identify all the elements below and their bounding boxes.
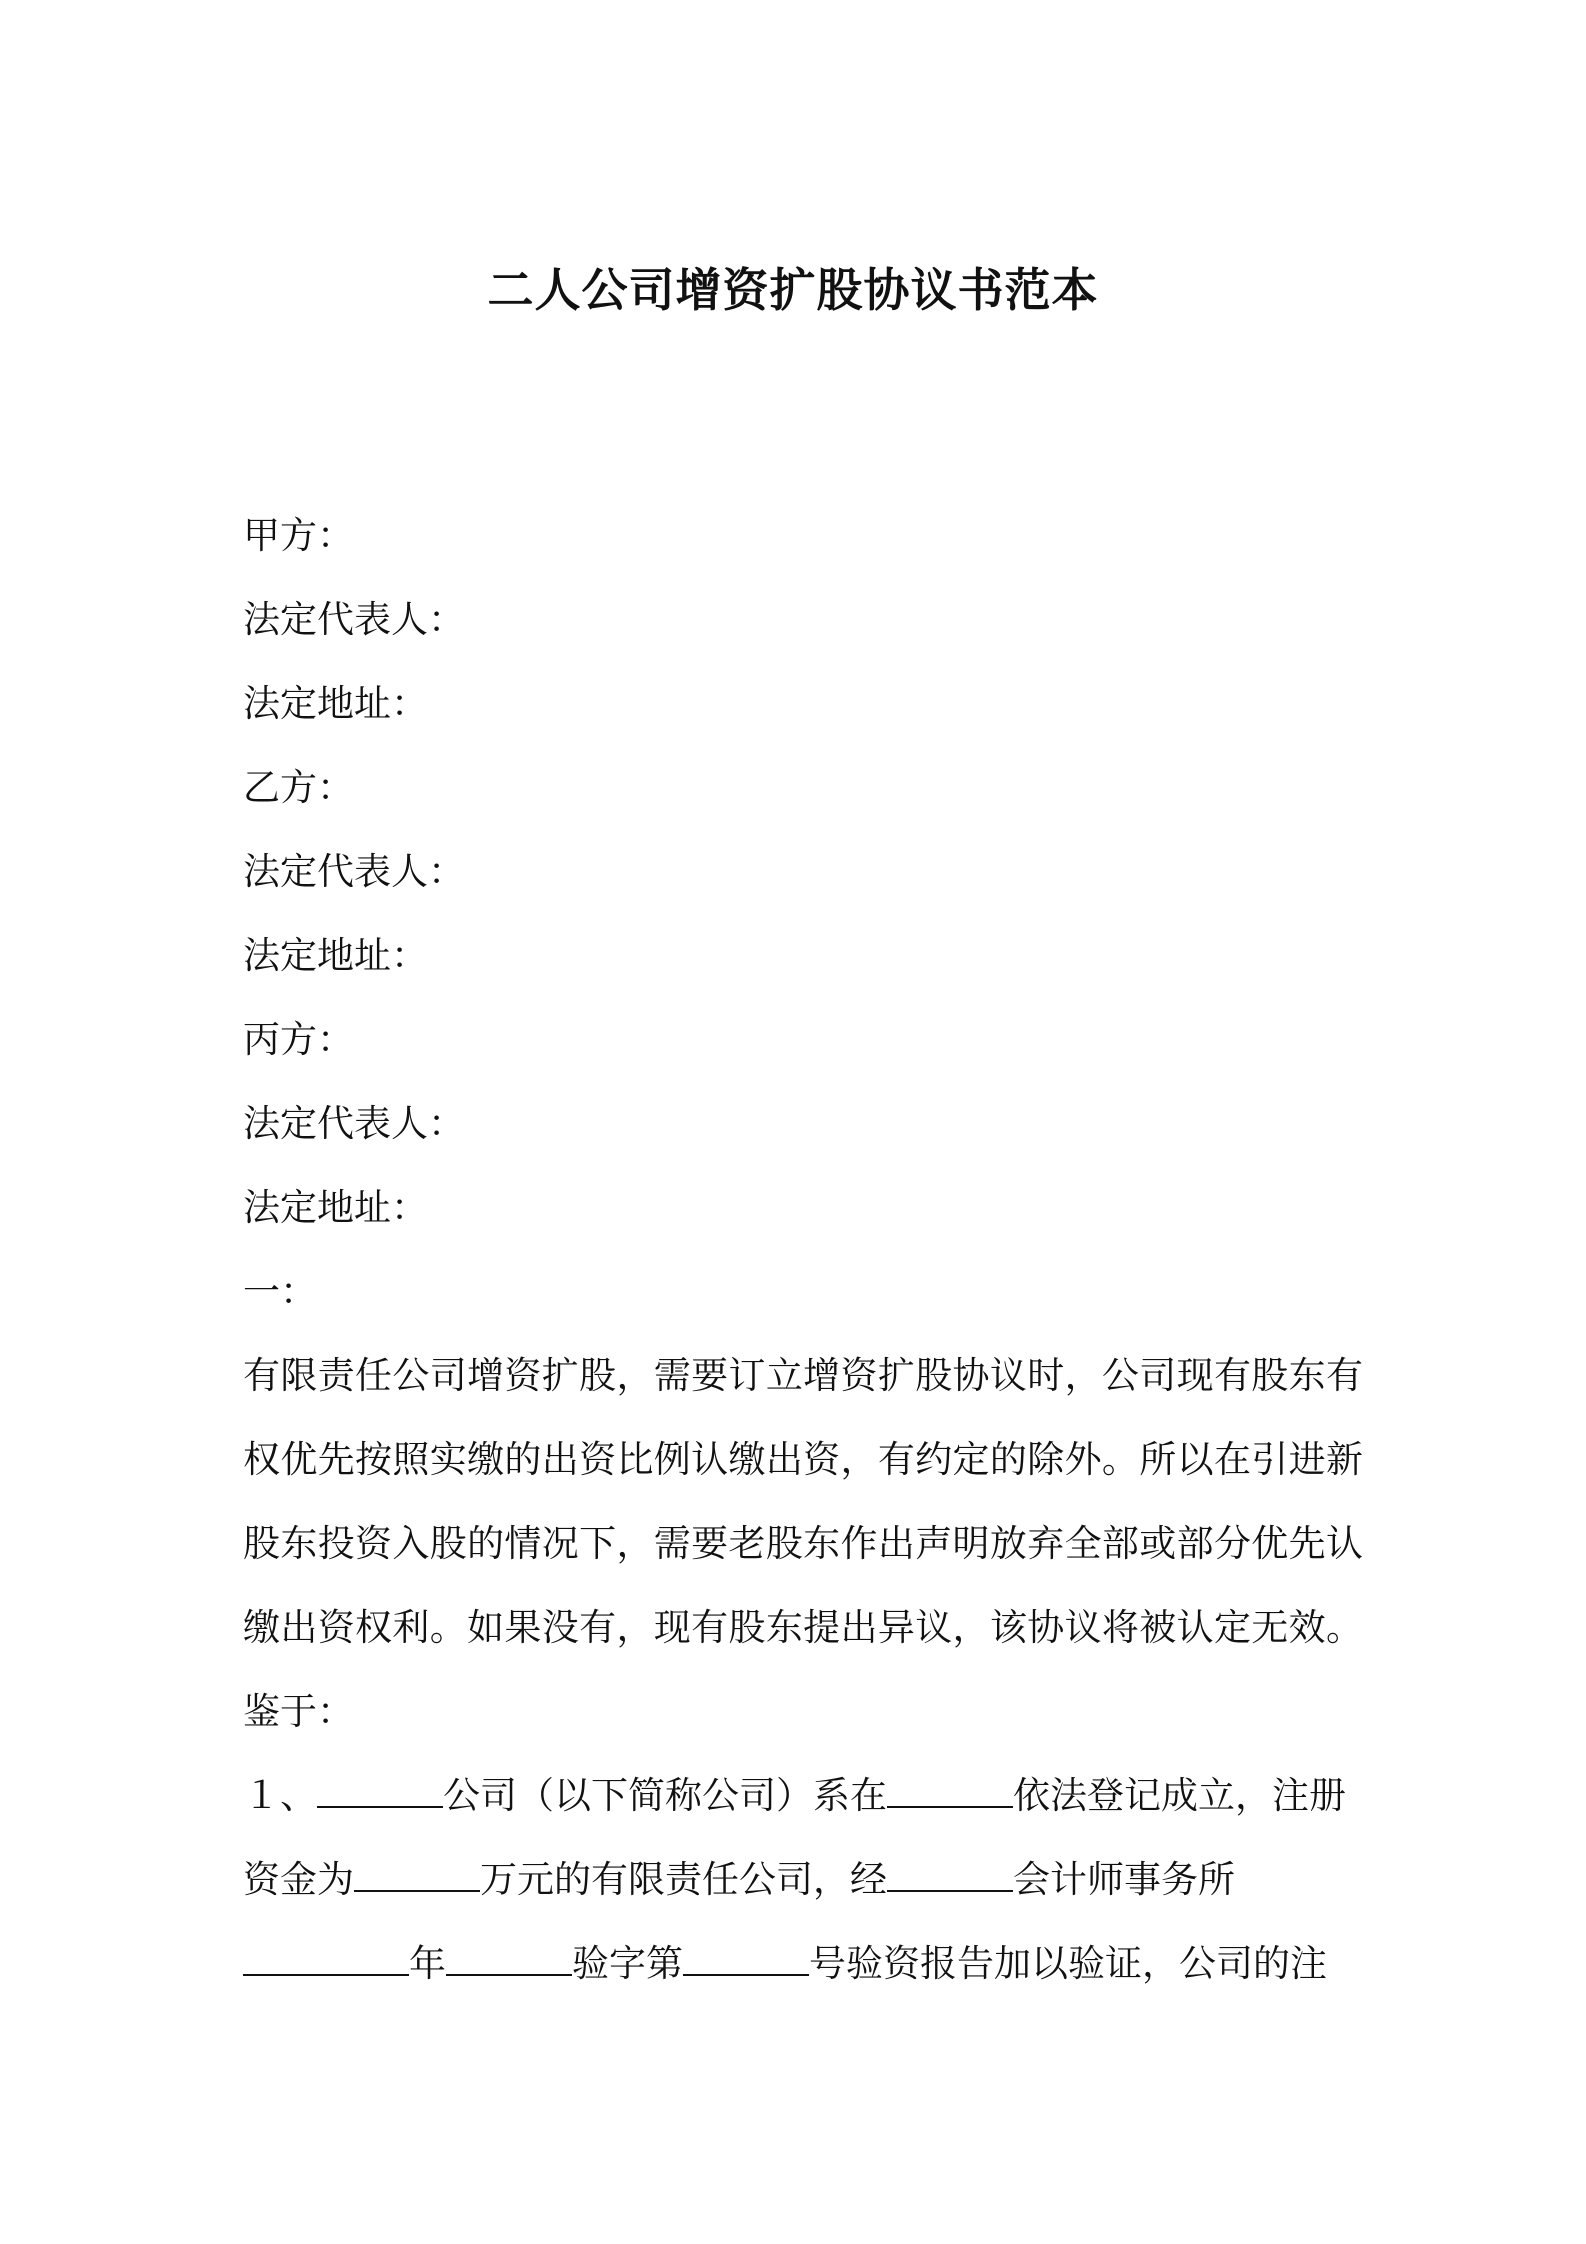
clause-1-text: 年 [409,1942,446,1985]
clause-1-text: 依法登记成立，注册 [1013,1774,1346,1817]
blank-line [683,1930,809,1976]
party-c-label: 丙方： [243,1018,354,1061]
party-a-label: 甲方： [243,514,354,557]
party-b-label: 乙方： [243,766,354,809]
section-one-heading: 一： [243,1270,317,1313]
clause-1-text: 资金为 [243,1858,354,1901]
clause-1-line-1 [243,1754,1363,1838]
blank-line [887,1762,1013,1808]
party-b-representative: 法定代表人： [243,850,465,893]
intro-line: 缴出资权利。如果没有，现有股东提出异议，该协议将被认定无效。 [243,1606,1363,1649]
party-c-address: 法定地址： [243,1186,428,1229]
blank-line [317,1762,443,1808]
whereas-heading: 鉴于： [243,1690,354,1733]
party-a-address: 法定地址： [243,682,428,725]
intro-line: 权优先按照实缴的出资比例认缴出资，有约定的除外。所以在引进新 [243,1438,1363,1481]
party-c-representative: 法定代表人： [243,1102,465,1145]
blank-line [446,1930,572,1976]
blank-line [887,1846,1013,1892]
blank-line [354,1846,480,1892]
clause-1-line-3 [243,1922,1363,2006]
document-body [243,494,1363,2006]
party-b-address: 法定地址： [243,934,428,977]
party-a-representative: 法定代表人： [243,598,465,641]
clause-1-line-2 [243,1838,1363,1922]
clause-1-text: 公司（以下简称公司）系在 [443,1774,887,1817]
clause-1-text: 会计师事务所 [1013,1858,1235,1901]
clause-1-number: １、 [243,1774,317,1817]
clause-1-text: 号验资报告加以验证，公司的注 [809,1942,1327,1985]
blank-line [243,1930,409,1976]
clause-1-text: 验字第 [572,1942,683,1985]
intro-line: 有限责任公司增资扩股，需要订立增资扩股协议时，公司现有股东有 [243,1354,1363,1397]
document-title: 二人公司增资扩股协议书范本 [487,263,1099,317]
intro-line: 股东投资入股的情况下，需要老股东作出声明放弃全部或部分优先认 [243,1522,1363,1565]
clause-1-text: 万元的有限责任公司，经 [480,1858,887,1901]
